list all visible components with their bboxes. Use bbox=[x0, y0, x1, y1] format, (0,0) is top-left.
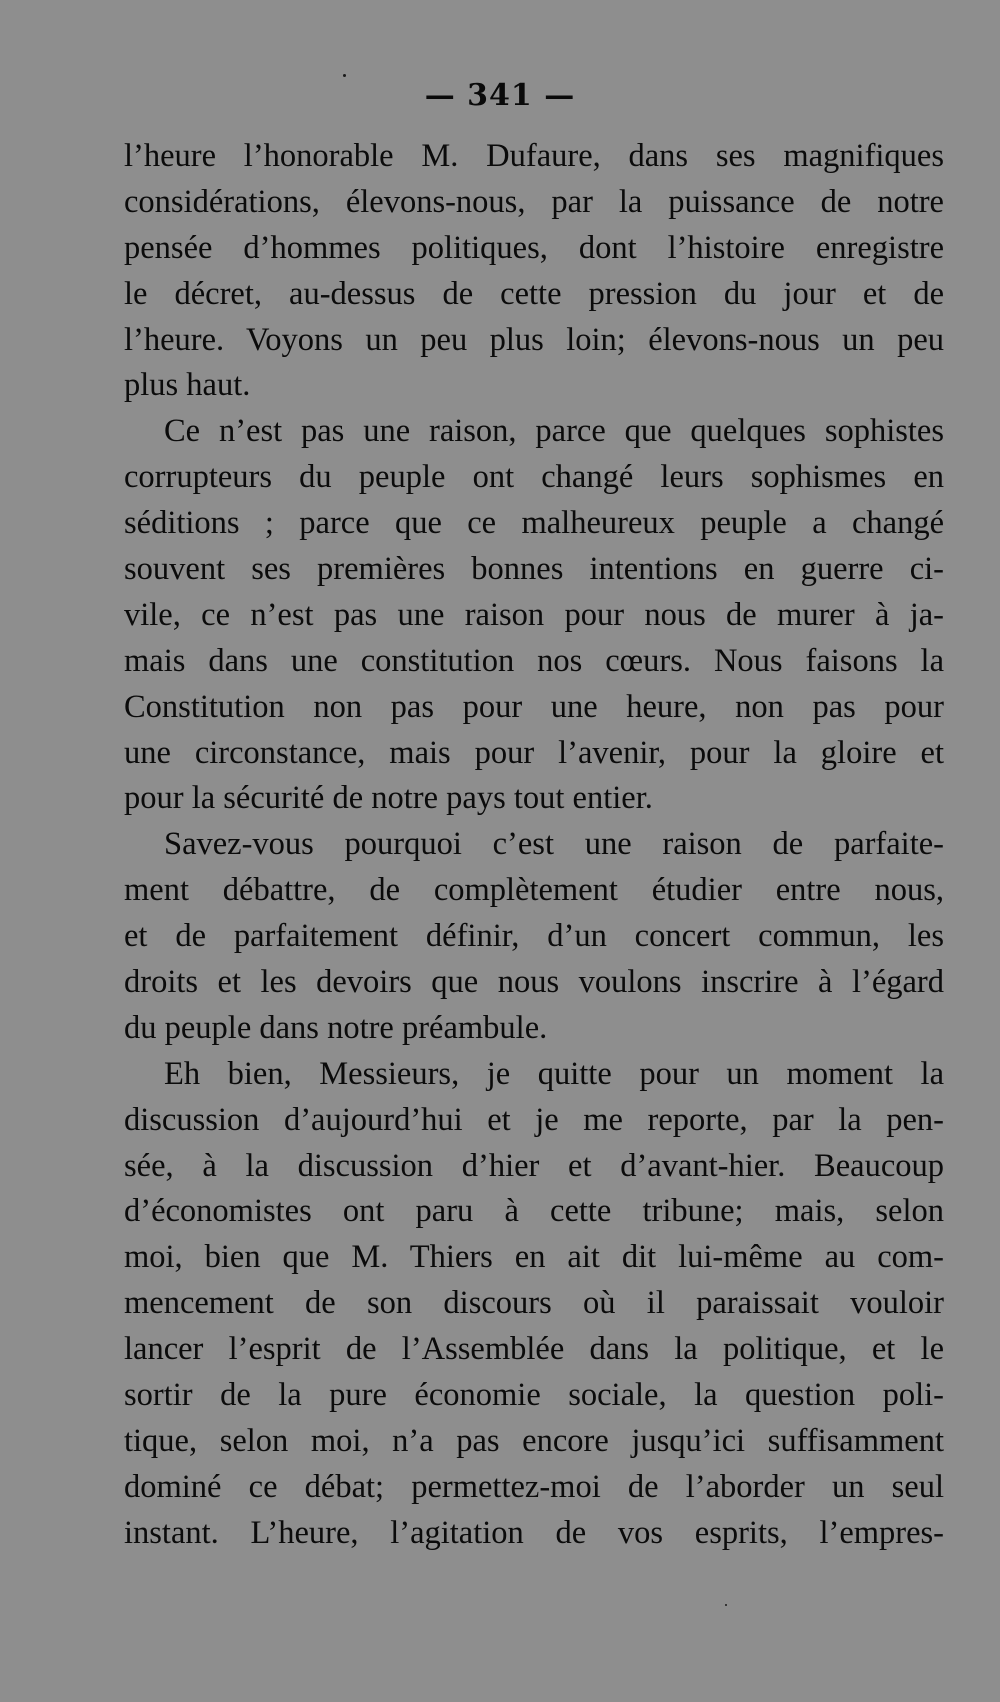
text-line: considérations, élevons-nous, par la puissance de notre bbox=[124, 183, 944, 220]
text-line: lancer l’esprit de l’Assemblée dans la politique, et le bbox=[124, 1331, 944, 1368]
text-line: dominé ce débat; permettez-moi de l’aborder un seul bbox=[124, 1468, 944, 1505]
text-line: d’économistes ont paru à cette tribune; mais, selon bbox=[124, 1193, 944, 1230]
text-line: pensée d’hommes politiques, dont l’histoire enregistre bbox=[124, 229, 944, 266]
text-line: Savez-vous pourquoi c’est une raison de parfaite- bbox=[164, 826, 944, 863]
text-line: instant. L’heure, l’agitation de vos esprits, l’empres- bbox=[124, 1514, 944, 1551]
text-line: corrupteurs du peuple ont changé leurs sophismes en bbox=[124, 459, 944, 496]
text-line: mais dans une constitution nos cœurs. Nous faisons la bbox=[124, 642, 944, 679]
text-line: séditions ; parce que ce malheureux peuple a changé bbox=[124, 505, 944, 542]
text-line: Constitution non pas pour une heure, non pas pour bbox=[124, 688, 944, 725]
text-line: ment débattre, de complètement étudier entre nous, bbox=[124, 872, 944, 909]
text-line: Eh bien, Messieurs, je quitte pour un moment la bbox=[164, 1055, 944, 1092]
text-line: le décret, au-dessus de cette pression du jour et de bbox=[124, 275, 944, 312]
text-line: Ce n’est pas une raison, parce que quelques sophistes bbox=[164, 413, 944, 450]
text-line: l’heure l’honorable M. Dufaure, dans ses magnifiques bbox=[124, 138, 944, 174]
text-line: souvent ses premières bonnes intentions en guerre ci- bbox=[124, 551, 944, 588]
text-line: discussion d’aujourd’hui et je me reporte, par la pen- bbox=[124, 1101, 944, 1138]
text-line: tique, selon moi, n’a pas encore jusqu’ici suffisamment bbox=[124, 1422, 944, 1459]
text-line: moi, bien que M. Thiers en ait dit lui-même au com- bbox=[124, 1239, 944, 1276]
text-line: pour la sécurité de notre pays tout entier. bbox=[124, 780, 653, 817]
text-line: et de parfaitement définir, d’un concert commun, les bbox=[124, 918, 944, 955]
text-line: sortir de la pure économie sociale, la question poli- bbox=[124, 1377, 944, 1414]
text-line: droits et les devoirs que nous voulons inscrire à l’égard bbox=[124, 964, 944, 1001]
text-line: mencement de son discours où il paraissait vouloir bbox=[124, 1285, 944, 1322]
page-number: — 341 — bbox=[424, 78, 576, 113]
scan-speck bbox=[343, 74, 346, 77]
text-line: l’heure. Voyons un peu plus loin; élevons-nous un peu bbox=[124, 321, 944, 358]
text-line: sée, à la discussion d’hier et d’avant-hier. Beaucoup bbox=[124, 1147, 944, 1184]
text-line: une circonstance, mais pour l’avenir, pour la gloire et bbox=[124, 734, 944, 771]
scan-speck bbox=[725, 1604, 727, 1606]
text-line: plus haut. bbox=[124, 367, 251, 404]
body-text bbox=[124, 134, 944, 1557]
text-line: du peuple dans notre préambule. bbox=[124, 1009, 548, 1046]
text-line: vile, ce n’est pas une raison pour nous de murer à ja- bbox=[124, 596, 944, 633]
